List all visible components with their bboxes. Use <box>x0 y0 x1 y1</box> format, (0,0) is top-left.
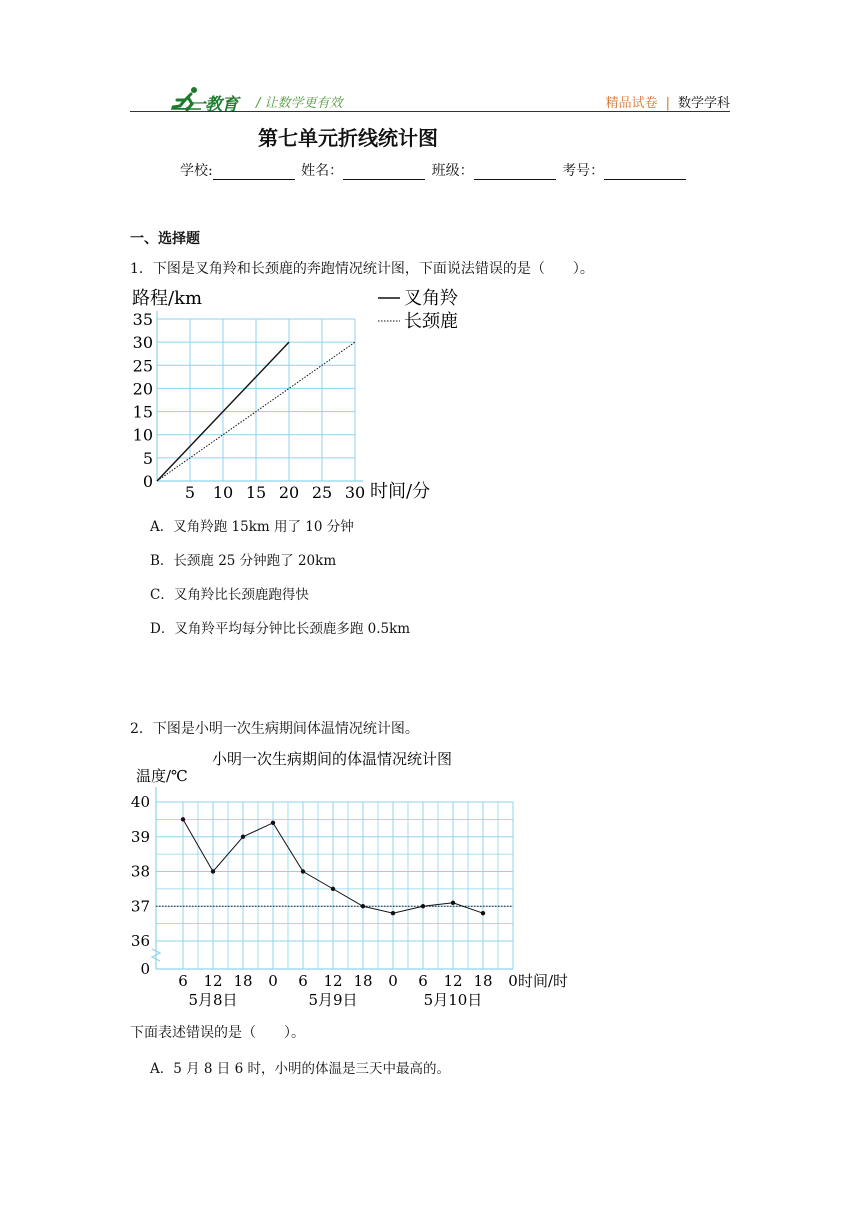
chart1-x-tick: 25 <box>311 483 333 502</box>
chart2-point <box>451 901 455 905</box>
brand-right <box>606 92 730 111</box>
legend1-label-2: 长颈鹿 <box>404 311 458 332</box>
chart1-x-tick: 15 <box>245 483 267 502</box>
q2-option-a[interactable]: A．5 月 8 日 6 时，小明的体温是三天中最高的。 <box>150 1061 450 1077</box>
q1-stem: 1．下图是叉角羚和长颈鹿的奔跑情况统计图，下面说法错误的是（ ）。 <box>130 261 594 277</box>
chart2-y-tick: 37 <box>130 897 150 916</box>
chart2-x-tick: 18 <box>353 972 373 990</box>
chart2-day-label: 5月9日 <box>308 991 358 1009</box>
exam-no-label: 考号： <box>562 163 605 179</box>
chart2-grid <box>152 787 513 969</box>
chart2-lines <box>156 817 513 915</box>
class-label: 班级： <box>431 163 474 179</box>
chart2-point <box>331 887 335 891</box>
chart1-grid <box>157 311 363 481</box>
chart-temperature <box>120 744 590 1014</box>
chart1-y-tick: 15 <box>132 402 153 422</box>
chart2-point <box>361 904 365 908</box>
chart2-x-tick: 18 <box>233 972 253 990</box>
chart1-y-tick: 0 <box>142 472 153 491</box>
chart2-x-tick: 12 <box>443 972 463 990</box>
brand-subject: 数学学科 <box>677 96 730 111</box>
school-field[interactable] <box>213 165 295 180</box>
chart2-ylabel: 温度/℃ <box>136 767 188 785</box>
chart1-x-tick: 5 <box>184 483 196 502</box>
name-field[interactable] <box>343 165 425 180</box>
chart2-point <box>211 869 215 873</box>
chart1-y-tick: 30 <box>132 333 153 353</box>
q1-option-d[interactable]: D．叉角羚平均每分钟比长颈鹿多跑 0.5km <box>150 621 411 637</box>
chart1-ylabel: 路程/km <box>132 288 203 309</box>
chart1-y-tick: 10 <box>132 425 153 445</box>
chart-running <box>120 284 480 506</box>
chart1-xlabel: 时间/分 <box>370 481 431 502</box>
chart2-xlabel: 时间/时 <box>518 972 569 990</box>
chart2-x-tick: 6 <box>178 972 188 990</box>
chart2-point <box>181 817 185 821</box>
slogan: / 让数学更有效 <box>256 96 343 111</box>
chart2-x-tick: 0 <box>388 972 398 990</box>
chart1-x-tick: 10 <box>212 483 234 502</box>
logo-text: 二一教育 <box>172 95 238 115</box>
chart1-y-tick: 5 <box>142 448 153 468</box>
chart2-x-tick: 6 <box>298 972 308 990</box>
q2-stem: 2．下图是小明一次生病期间体温情况统计图。 <box>130 721 419 737</box>
chart2-x-tick: 18 <box>473 972 493 990</box>
chart2-axis-break <box>152 949 160 961</box>
school-label: 学校: <box>180 163 213 179</box>
exam-no-field[interactable] <box>604 165 686 180</box>
brand-separator: | <box>665 96 670 111</box>
chart2-x-tick: 12 <box>203 972 223 990</box>
section-heading: 一、选择题 <box>130 231 200 247</box>
q2-after: 下面表述错误的是（ ）。 <box>130 1025 305 1041</box>
student-info-line <box>180 160 688 180</box>
chart2-y-tick: 0 <box>140 960 150 978</box>
chart2-point <box>481 911 485 915</box>
chart1-x-tick: 30 <box>344 483 366 502</box>
chart2-y-tick: 39 <box>130 827 150 846</box>
q1-option-c[interactable]: C．叉角羚比长颈鹿跑得快 <box>150 587 309 603</box>
chart1-x-tick: 20 <box>278 483 300 502</box>
chart2-point <box>301 869 305 873</box>
chart2-point <box>241 835 245 839</box>
chart2-point <box>391 911 395 915</box>
chart2-x-tick: 0 <box>268 972 278 990</box>
chart2-y-tick: 36 <box>130 932 150 950</box>
q1-option-a[interactable]: A．叉角羚跑 15km 用了 10 分钟 <box>150 519 354 535</box>
chart2-y-tick: 40 <box>130 793 150 811</box>
page-title: 第七单元折线统计图 <box>258 126 438 150</box>
legend1-label-1: 叉角羚 <box>404 288 458 309</box>
chart1-y-tick: 25 <box>132 356 153 376</box>
header-divider <box>130 111 730 112</box>
brand-quality: 精品试卷 <box>605 96 658 111</box>
chart2-ticks <box>131 793 518 1009</box>
chart2-x-tick: 12 <box>323 972 343 990</box>
class-field[interactable] <box>474 165 556 180</box>
chart2-x-tick: 0 <box>508 972 518 990</box>
chart2-point <box>271 821 275 825</box>
chart2-day-label: 5月10日 <box>423 991 483 1009</box>
chart2-day-label: 5月8日 <box>188 991 238 1009</box>
q1-option-b[interactable]: B．长颈鹿 25 分钟跑了 20km <box>150 553 337 569</box>
chart2-y-tick: 38 <box>130 862 150 881</box>
chart2-point <box>421 904 425 908</box>
chart2-title: 小明一次生病期间的体温情况统计图 <box>212 750 453 768</box>
chart1-y-tick: 35 <box>132 310 153 329</box>
chart2-x-tick: 6 <box>418 972 428 990</box>
name-label: 姓名： <box>301 163 344 179</box>
chart1-y-tick: 20 <box>132 379 153 399</box>
